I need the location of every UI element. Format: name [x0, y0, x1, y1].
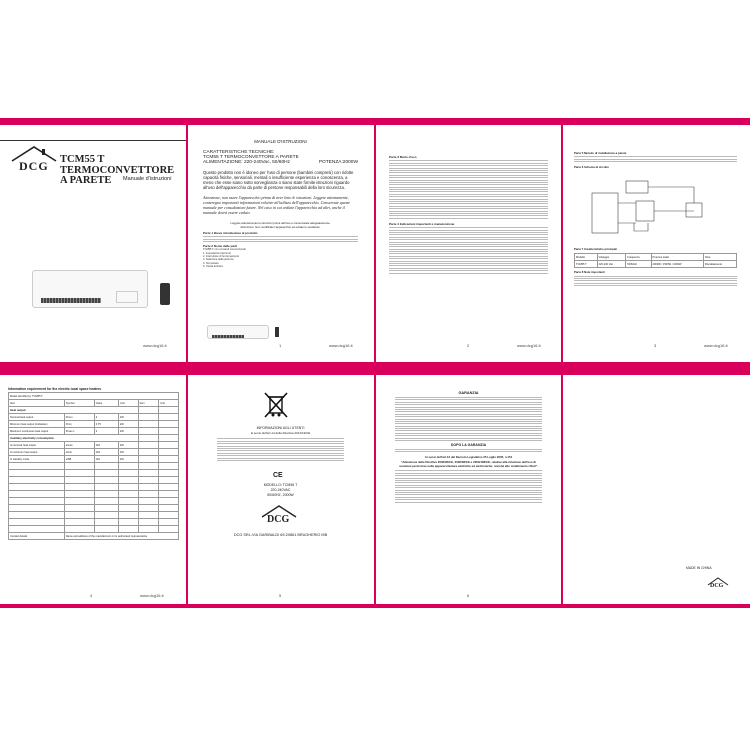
voltage: 220-240VAC: [270, 488, 291, 492]
magenta-hline: [0, 604, 750, 608]
part-5-heading: Parte 5 Metodo di installazione a parete: [574, 151, 627, 155]
table-header: Item: [9, 400, 65, 407]
page-number: 3: [654, 343, 657, 348]
website: www.dcg16.it: [143, 343, 167, 348]
power-supply-line: [203, 160, 358, 165]
table-cell: 220-240 Vac: [597, 261, 626, 268]
info-requirement-page: [0, 375, 187, 604]
info-text: [217, 437, 344, 462]
logo-text: DCG: [710, 583, 724, 589]
table-title: Information requirement for the electric local space heaters: [8, 387, 102, 391]
warning-text: Questo prodotto non è idoneo per l'uso di persone (bambini compresi) con ridotte capacità fisiche, sensoriali, mentali o insufficiente esperienza e conoscenza, a meno che esse siano sotto sorveglianza o siano state fornite istruzioni riguardo all'uso dell'apparecchio da parte di persone responsabili della loro sicurezza.: [203, 170, 354, 190]
section-row: Auxiliary electricity consumption: [9, 435, 139, 442]
back-cover: [562, 375, 749, 604]
part-item: 1. Impostazioni del timer: [203, 251, 232, 255]
made-in-china: MADE IN CHINA: [686, 566, 712, 570]
specs-table: [574, 253, 737, 268]
page-number: 6: [467, 593, 470, 598]
italic-note: Attenzione, non usare l'apparecchio prima di aver letto le istruzioni. Leggete attentamente, conteregno importanti informazioni relative all'utilizzo dell'apparecchio. Conservate queste manuale per consultazioni future. Nel caso in cui cediate l'apparecchio ad altri, anche il manuale dovrà essere ceduto.: [203, 195, 351, 215]
weee-page: [187, 375, 374, 604]
part-4-heading: Parte 4 Indicazioni importanti e manutenzione: [389, 221, 455, 226]
ce-mark-icon: CE: [273, 472, 283, 479]
magenta-hline: [0, 118, 750, 125]
heater-grille: [41, 298, 101, 303]
part-item: 3. Selezione della potenza: [203, 258, 234, 262]
cover-rule: [0, 140, 187, 141]
table-header: Modello: [575, 254, 598, 261]
diagram-remote: [275, 327, 279, 337]
table-header: Item: [138, 400, 159, 407]
magenta-vline: [561, 375, 563, 607]
law-reference: Ai sensi dell'art.13 del Decreto Legislativo 25 Luglio 2005, n.151: [424, 455, 513, 460]
table-cell: 50/60Hz: [626, 261, 651, 268]
page-number: 1: [279, 343, 282, 348]
part-2-heading: Parte 2 Nome delle parti: [203, 244, 238, 249]
manual-page-3: [562, 125, 749, 354]
table-header: Potenza totale: [651, 254, 703, 261]
website: www.dcg16.it: [329, 343, 353, 348]
freq-power: 50/60HZ, 2000W: [267, 493, 294, 497]
magenta-hline: [0, 362, 750, 375]
magenta-vline: [186, 118, 188, 363]
magenta-vline: [374, 375, 376, 607]
part-item: 2. Interruttore di funzionamento: [203, 254, 240, 258]
table-header: Frequenza: [626, 254, 651, 261]
heater-image: [32, 270, 148, 308]
power-supply: ALIMENTAZIONE: 220-240Vac, 50/60Hz: [203, 160, 291, 165]
info-table: [8, 392, 179, 540]
parts-list: [203, 248, 358, 268]
heater-panel: [116, 291, 138, 303]
title-line-3: A PARETE: [60, 175, 112, 186]
magenta-vline: [374, 118, 376, 363]
disposal-text: [395, 470, 542, 502]
contact-label: Contact details: [9, 533, 65, 540]
dcg-logo: [706, 576, 730, 592]
part-item: TCM55 T con comandi convenzionali: [203, 248, 246, 252]
page-number: 5: [279, 593, 282, 598]
circuit-diagram: [574, 173, 737, 243]
part-8-heading: Parte 8 Note importanti: [574, 270, 605, 275]
heater-diagram: [207, 325, 269, 339]
dcg-logo: [259, 503, 299, 527]
info-title: INFORMAZIONI AGLI UTENTI: [256, 426, 305, 430]
part-item: 5. Uscita dell'aria: [203, 265, 223, 269]
magenta-band-top: [0, 0, 750, 110]
power-rating: POTENZA:2000W: [318, 160, 358, 165]
table-row: Maximum continuous heat output Pmax,c 2 kW: [9, 428, 179, 435]
warranty-text: [395, 397, 542, 441]
manual-label: Manuale d'istruzioni: [123, 176, 172, 182]
contact-value: Name and address of the manufacturer or its authorised representative: [64, 533, 178, 540]
manual-page-2: [375, 125, 562, 354]
table-row: At nominal heat output elmax N/A kW: [9, 442, 179, 449]
part-4-text: [389, 227, 548, 273]
manual-heading: MANUALE D'ISTRUZIONI: [254, 139, 307, 144]
table-cell: 2000W / 1500W / 1000W: [651, 261, 703, 268]
directive-reference: "Attuazione delle Direttive 2002/95/CE, 2002/96/CE e 2003/108/CE, relative alla riduzione dell'uso di sostanze pericolose nelle apparecchiature elettriche ed elettroniche, nonché allo smaltimento rifiuti".: [399, 460, 538, 469]
part-item: 4. Termostato: [203, 261, 219, 265]
website: www.dcg16.it: [517, 343, 541, 348]
after-warranty-heading: DOPO LA GARANZIA: [450, 443, 487, 448]
table-row: [575, 261, 737, 268]
table-header: Unit: [119, 400, 139, 407]
model-label: MODELLO: TCM55 T: [263, 483, 298, 487]
section-row: Heat output: [9, 407, 139, 414]
table-header: Value: [94, 400, 118, 407]
magenta-vline: [186, 375, 188, 607]
address: DCG SRL-VIA GARIBALDI 69-20861 BRUGHERIO MB: [233, 533, 328, 537]
part-1-heading: Parte 1 Breve introduzione al prodotto: [203, 231, 258, 235]
warranty-page: [375, 375, 562, 604]
table-cell: TCM55 T: [575, 261, 598, 268]
website: www.dcg16.it: [140, 593, 164, 598]
table-row: In standby mode elSB N/A kW: [9, 456, 179, 463]
table-header-row: [575, 254, 737, 261]
table-header: Note: [703, 254, 736, 261]
logo-text: DCG: [267, 514, 290, 525]
part-6-heading: Parte 6 Schema di circuito: [574, 165, 609, 170]
title-line-2: TERMOCONVETTORE: [60, 164, 175, 176]
model-line: TCM55 T TERMOCONVETTORE A PARETE: [203, 155, 299, 160]
table-row: Minimum heat output (indicative) Pmin 0.75 kW: [9, 421, 179, 428]
title-line-1: TCM55 T: [60, 154, 105, 165]
part-3-heading: Parte 3 Modo d'uso: [389, 155, 417, 159]
part-3-text: [389, 160, 548, 218]
website: www.dcg16.it: [704, 343, 728, 348]
table-header: Voltaggio: [597, 254, 626, 261]
attention-line: Attenzione: Non modificate l'apparecchio ed evitate le scottature.: [240, 225, 321, 229]
cover-page: [0, 125, 187, 354]
read-line: Leggete attentamente le istruzioni prima dell'uso e conservatele adeguatamente.: [230, 221, 331, 225]
manual-page-1: [187, 125, 374, 354]
dcg-logo: [8, 143, 60, 173]
contact-row: [9, 533, 179, 540]
specs-title: CARATTERISTICHE TECNICHE:: [203, 150, 275, 155]
diagram-grille: [212, 335, 244, 338]
remote-control-image: [160, 283, 170, 305]
table-row: Nominal heat output Pnom 2 kW: [9, 414, 179, 421]
model-identifier: Model identifier(s): TCM55 T: [9, 393, 179, 400]
table-cell: Riscaldamento: [703, 261, 736, 268]
page-number: 2: [467, 343, 470, 348]
table-header-row: [9, 400, 179, 407]
crossed-bin-icon: [263, 391, 289, 424]
magenta-vline: [561, 118, 563, 363]
page-number: 4: [90, 593, 93, 598]
part-7-heading: Parte 7 Caratteristiche principali: [574, 247, 617, 252]
logo-text: DCG: [19, 159, 49, 173]
info-law: ai sensi dell'art.14 della Direttiva 2012/19/UE: [250, 431, 311, 435]
warranty-heading: GARANZIA: [458, 391, 479, 395]
table-row: At minimum heat output elmin N/A kW: [9, 449, 179, 456]
table-header: Unit: [159, 400, 179, 407]
table-header: Symbol: [64, 400, 94, 407]
